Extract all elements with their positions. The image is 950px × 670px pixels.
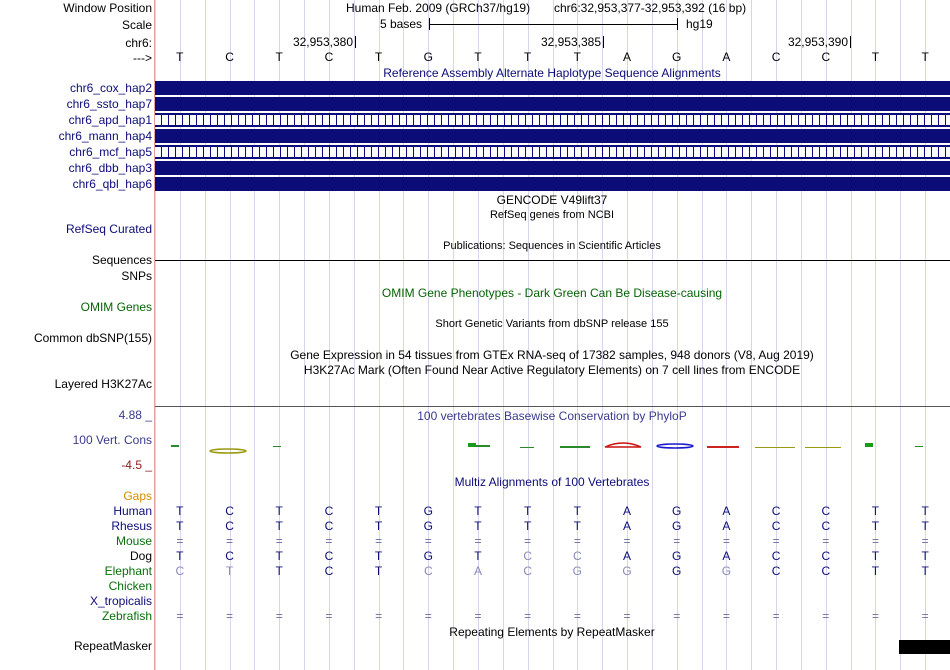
alignment-base: A xyxy=(722,549,731,563)
phylop-bar-1 xyxy=(171,445,179,447)
refseq-subtitle[interactable]: RefSeq genes from NCBI xyxy=(489,209,615,221)
alignment-base: = xyxy=(275,534,283,548)
alignment-base: G xyxy=(622,564,632,578)
alignment-base: = xyxy=(871,609,879,623)
reference-base: C xyxy=(771,50,781,64)
reference-base: T xyxy=(523,50,532,64)
alignment-base: C xyxy=(423,564,433,578)
alignment-base: T xyxy=(474,504,482,518)
alignment-base: T xyxy=(374,564,383,578)
alignment-base: = xyxy=(722,609,730,623)
phylop-neg-1 xyxy=(210,449,246,453)
alignment-base: A xyxy=(623,519,632,533)
phylop-min-label: -4.5 _ xyxy=(121,458,152,472)
alignment-base: = xyxy=(822,609,830,623)
alignment-base: T xyxy=(871,504,880,518)
repeat-element-block[interactable] xyxy=(899,640,950,654)
refseq-label[interactable]: RefSeq Curated xyxy=(65,222,152,236)
alignment-base: = xyxy=(325,609,333,623)
alignment-base: = xyxy=(375,609,383,623)
alignment-base: T xyxy=(474,549,482,563)
alignment-base: T xyxy=(523,519,532,533)
alignment-base: C xyxy=(523,564,532,578)
reference-base: G xyxy=(423,50,433,64)
alignment-base: C xyxy=(324,504,334,518)
alignment-base: A xyxy=(623,549,632,563)
alignment-base: G xyxy=(721,564,732,578)
haplotype-bar[interactable] xyxy=(155,113,950,127)
alignment-base: A xyxy=(722,519,731,533)
species-label[interactable]: X_tropicalis xyxy=(89,594,152,608)
alignment-base: = xyxy=(722,534,730,548)
alignment-base: C xyxy=(523,549,532,563)
phylop-graph xyxy=(155,435,950,460)
haplotype-label[interactable]: chr6_ssto_hap7 xyxy=(66,97,152,111)
multiz-title[interactable]: Multiz Alignments of 100 Vertebrates xyxy=(454,475,650,489)
alignment-base: G xyxy=(672,519,682,533)
haplotype-label[interactable]: chr6_qbl_hap6 xyxy=(72,177,152,191)
alignment-base: T xyxy=(374,519,383,533)
phylop-peak-1 xyxy=(605,443,641,447)
alignment-base: T xyxy=(176,549,184,563)
omim-title[interactable]: OMIM Gene Phenotypes - Dark Green Can Be Disease-causing xyxy=(381,286,723,300)
phylop-bar-4 xyxy=(476,445,490,447)
repeatmasker-label[interactable]: RepeatMasker xyxy=(73,639,152,653)
dbsnp-label[interactable]: Common dbSNP(155) xyxy=(33,331,152,345)
phylop-bar-2 xyxy=(273,446,281,447)
alignment-base: C xyxy=(821,549,831,563)
alignment-base: = xyxy=(524,534,532,548)
alignment-base: = xyxy=(623,534,631,548)
reference-base: G xyxy=(672,50,682,64)
h3k27ac-title[interactable]: H3K27Ac Mark (Often Found Near Active Regulatory Elements) on 7 cell lines from ENCODE xyxy=(303,363,801,377)
alignment-base: T xyxy=(275,519,283,533)
ruler-position-2: 32,953,385 xyxy=(540,35,601,49)
reference-base: C xyxy=(225,50,234,64)
alignment-base: = xyxy=(673,609,681,623)
alignment-base: A xyxy=(722,504,731,518)
scale-bar-left-tick xyxy=(429,18,430,30)
sequences-label[interactable]: Sequences xyxy=(91,253,152,267)
alignment-base: T xyxy=(225,564,234,578)
sequences-line xyxy=(155,260,950,261)
phylop-bar-11 xyxy=(915,446,923,447)
phylop-bar-9 xyxy=(805,447,841,448)
alignment-base: = xyxy=(822,534,830,548)
publications-title[interactable]: Publications: Sequences in Scientific Articles xyxy=(443,240,661,252)
alignment-base: C xyxy=(821,564,831,578)
alignment-base: T xyxy=(573,504,582,518)
assembly-title: Human Feb. 2009 (GRCh37/hg19) xyxy=(346,1,531,15)
alignment-base: = xyxy=(772,534,780,548)
alignment-base: G xyxy=(672,549,682,563)
alignment-base: = xyxy=(474,534,482,548)
alignment-base: C xyxy=(771,504,781,518)
alignment-base: T xyxy=(921,519,929,533)
phylop-max-label: 4.88 _ xyxy=(118,408,152,422)
alignment-base: = xyxy=(226,609,234,623)
alignment-base: = xyxy=(573,609,581,623)
chrom-label: chr6: xyxy=(125,36,152,50)
alignment-base: = xyxy=(176,534,184,548)
h3k27ac-label[interactable]: Layered H3K27Ac xyxy=(54,377,152,391)
ruler-tick-3 xyxy=(850,36,851,48)
window-coordinates[interactable]: chr6:32,953,377-32,953,392 (16 bp) xyxy=(554,1,747,15)
alignment-base: T xyxy=(523,504,532,518)
alignment-base: C xyxy=(771,549,781,563)
phylop-title[interactable]: 100 vertebrates Basewise Conservation by PhyloP xyxy=(417,409,687,423)
alignment-base: = xyxy=(921,534,929,548)
reference-base: T xyxy=(921,50,929,64)
scale-bar xyxy=(429,24,677,25)
alignment-base: C xyxy=(175,564,185,578)
reference-base: T xyxy=(374,50,383,64)
gaps-label[interactable]: Gaps xyxy=(123,489,152,503)
phylop-bar-3 xyxy=(468,443,476,447)
alignment-base: C xyxy=(225,519,234,533)
alignment-base: = xyxy=(424,534,432,548)
ruler-tick-1 xyxy=(355,36,356,48)
alignment-base: C xyxy=(324,564,334,578)
alignment-base: = xyxy=(871,534,879,548)
haplotype-label[interactable]: chr6_mcf_hap5 xyxy=(69,145,152,159)
scale-db: hg19 xyxy=(686,17,713,31)
haplotype-track-title[interactable]: Reference Assembly Alternate Haplotype Sequence Alignments xyxy=(383,66,721,80)
alignment-base: T xyxy=(374,504,383,518)
alignment-base: A xyxy=(473,564,482,578)
alignment-base: C xyxy=(324,549,334,563)
alignment-base: G xyxy=(572,564,583,578)
haplotype-label[interactable]: chr6_mann_hap4 xyxy=(58,129,152,143)
scale-label: Scale xyxy=(121,18,152,32)
phylop-label[interactable]: 100 Vert. Cons xyxy=(72,433,152,447)
reference-base: A xyxy=(623,50,632,64)
snps-label[interactable]: SNPs xyxy=(121,269,152,283)
scale-bar-right-tick xyxy=(677,18,678,30)
alignment-base: = xyxy=(573,534,581,548)
scale-text: 5 bases xyxy=(380,17,423,31)
alignment-base: = xyxy=(325,534,333,548)
alignment-base: = xyxy=(176,609,184,623)
alignment-base: T xyxy=(275,504,283,518)
alignment-base: = xyxy=(375,534,383,548)
alignment-base: T xyxy=(275,549,283,563)
species-label[interactable]: Mouse xyxy=(115,534,152,548)
alignment-base: = xyxy=(772,609,780,623)
reference-base: C xyxy=(821,50,831,64)
ruler-position-1: 32,953,380 xyxy=(292,35,353,49)
phylop-bar-5 xyxy=(520,447,534,448)
ruler-tick-2 xyxy=(603,36,604,48)
haplotype-bar[interactable] xyxy=(155,129,950,143)
alignment-base: = xyxy=(275,609,283,623)
h3k27ac-baseline xyxy=(155,406,950,407)
gtex-title[interactable]: Gene Expression in 54 tissues from GTEx RNA-seq of 17382 samples, 948 donors (V8, Aug 2019) xyxy=(290,348,814,362)
alignment-base: C xyxy=(225,549,234,563)
alignment-base: G xyxy=(423,519,433,533)
reference-base: T xyxy=(474,50,482,64)
alignment-base: G xyxy=(423,549,433,563)
alignment-base: C xyxy=(771,519,781,533)
alignment-base: T xyxy=(921,549,929,563)
alignment-base: = xyxy=(424,609,432,623)
alignment-base: G xyxy=(672,504,682,518)
alignment-base: T xyxy=(871,564,880,578)
haplotype-label[interactable]: chr6_dbb_hap3 xyxy=(68,161,152,175)
phylop-bar-6 xyxy=(560,446,590,448)
haplotype-bar[interactable] xyxy=(155,161,950,175)
reference-base: C xyxy=(324,50,334,64)
dbsnp-title[interactable]: Short Genetic Variants from dbSNP release 155 xyxy=(435,318,669,330)
haplotype-label[interactable]: chr6_apd_hap1 xyxy=(68,113,152,127)
phylop-bar-10 xyxy=(865,443,873,447)
haplotype-label[interactable]: chr6_cox_hap2 xyxy=(69,81,152,95)
species-label[interactable]: Rhesus xyxy=(111,519,152,533)
gencode-title[interactable]: GENCODE V49lift37 xyxy=(496,193,608,207)
haplotype-bar[interactable] xyxy=(155,177,950,191)
alignment-base: T xyxy=(871,549,880,563)
alignment-base: T xyxy=(176,504,184,518)
repeatmasker-title[interactable]: Repeating Elements by RepeatMasker xyxy=(449,625,655,639)
alignment-base: T xyxy=(871,519,880,533)
ruler-position-3: 32,953,390 xyxy=(787,35,848,49)
haplotype-bar[interactable] xyxy=(155,97,950,111)
reference-base: T xyxy=(176,50,184,64)
window-position-label: Window Position xyxy=(63,1,152,15)
species-label[interactable]: Human xyxy=(113,504,152,518)
alignment-base: = xyxy=(524,609,532,623)
alignment-base: G xyxy=(423,504,433,518)
species-label[interactable]: Zebrafish xyxy=(101,609,152,623)
reference-base: T xyxy=(275,50,283,64)
alignment-base: C xyxy=(324,519,334,533)
alignment-base: C xyxy=(225,504,234,518)
omim-label[interactable]: OMIM Genes xyxy=(80,300,152,314)
alignment-base: = xyxy=(623,609,631,623)
alignment-base: C xyxy=(821,504,831,518)
alignment-base: A xyxy=(623,504,632,518)
alignment-base: = xyxy=(474,609,482,623)
alignment-base: T xyxy=(374,549,383,563)
reference-base: A xyxy=(722,50,731,64)
alignment-base: C xyxy=(573,549,582,563)
haplotype-bar[interactable] xyxy=(155,81,950,95)
phylop-peak-2 xyxy=(657,444,693,448)
alignment-base: T xyxy=(176,519,184,533)
haplotype-bar[interactable] xyxy=(155,145,950,159)
alignment-base: T xyxy=(921,504,929,518)
phylop-bar-7 xyxy=(707,446,739,448)
phylop-bar-8 xyxy=(755,447,795,448)
alignment-base: C xyxy=(821,519,831,533)
alignment-base: = xyxy=(673,534,681,548)
species-label[interactable]: Chicken xyxy=(108,579,152,593)
alignment-base: C xyxy=(771,564,781,578)
alignment-base: G xyxy=(672,564,682,578)
strand-label: ---> xyxy=(133,51,152,65)
alignment-base: T xyxy=(275,564,283,578)
alignment-base: = xyxy=(226,534,234,548)
species-label[interactable]: Elephant xyxy=(104,564,152,578)
alignment-base: T xyxy=(474,519,482,533)
alignment-base: T xyxy=(921,564,929,578)
species-label[interactable]: Dog xyxy=(129,549,152,563)
alignment-base: T xyxy=(573,519,582,533)
reference-base: T xyxy=(573,50,582,64)
alignment-base: = xyxy=(921,609,929,623)
reference-base: T xyxy=(871,50,880,64)
